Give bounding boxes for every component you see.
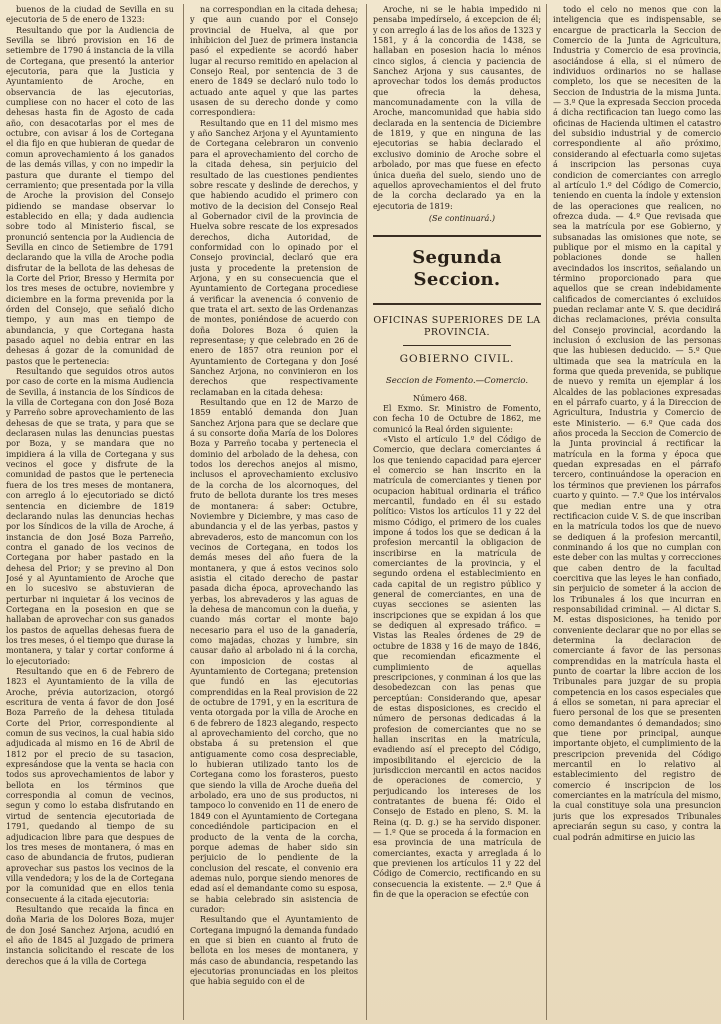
paragraph: Resultando que en 11 del mismo mes y año Sanchez Arjona y el Ayuntamiento de Cortegana celebraron un convenio para el aprovechamiento del corcho de la citada dehesa, sin perjuicio del resultado de las cuestiones pendientes sobre rescate y deslinde de derechos, y que habiendo acudido el primero con motivo de la decision del Consejo Real al Gobernador civil de la provincia de Huelva sobre rescate de los expresados derechos, dicha Autoridad, de conformidad con lo opinado por el Consejo provincial, declaró que era justa y procedente la pretension de Arjona, y en su consecuencia que el Ayuntamiento de Cortegana procediese á verificar la avenencia ó convenio de que trata el art. sexto de las Ordenanzas de montes, poniéndose de acuerdo con doña Dolores Boza ó quien la representase; y que celebrado en 26 de enero de 1857 otra reunion por el Ayuntamiento de Cortegana y don José Sanchez Arjona, no convinieron en los derechos que respectivamente reclamaban en la citada dehesa: (190, 117, 358, 397)
column-divider (546, 4, 547, 1020)
paragraph: Resultando que en 12 de Marzo de 1859 entabló demanda don Juan Sanchez Arjona para que se declare que á su consorte doña María de los Dolores Boza y Parreño tocaba y pertenecia el dominio del arbolado de la dehesa, con todos los derechos anejos al mismo, inclusos el aprovechamiento exclusivo de la corcha de los alcornoques, del fruto de bellota durante los tres meses de montanera: á saber: Octubre, Noviembre y Diciembre, y mas caso de abundancia y el de las yerbas, pastos y abrevaderos, esto de mancomun con los vecinos de Cortegana, en todos los demás meses del año fuera de la montanera, y que á estos vecinos solo asistia el citado derecho de pastar pasada dicha época, aprovechando las yerbas, los abrevaderos y las aguas de la dehesa de mancomun con la dueña, y cuando más cortar el monte bajo necesario para el uso de la ganadería, como majadas, chozas y lumbre, sin causar daño al arbolado ni á la corcha, con imposicion de costas al Ayuntamiento de Cortegana; pretension que fundó en las ejecutorias comprendidas en la Real provision de 22 de octubre de 1791, y en la escritura de venta otorgada por la villa de Aroche en 6 de febrero de 1823 alegando, respecto al aprovechamiento del corcho, que no obstaba á su pretension el que antiguamente como cosa despreciable, lo hubieran utilizado tanto los de Cortegana como los forasteros, puesto que siendo la villa de Aroche dueña del arbolado, era uno de sus productos, ni tampoco lo convenido en 11 de enero de 1849 con el Ayuntamiento de Cortegana concediéndole participacion en el producto de la venta de la corcha, porque ademas de haber sido sin perjuicio de lo pendiente de la conclusion del rescate, el convenio era ademas nulo, porque siendo menores de edad así el demandante como su esposa, se habia celebrado sin asistencia de curador: (190, 397, 358, 914)
section-title: Segunda Seccion. (412, 247, 502, 291)
paragraph: «Visto el artículo 1.º del Código de Comercio, que declara comerciantes á los que teniendo capacidad para ejercer el comercio se han inscrito en la matrícula de comerciantes y tienen por ocupacion habitual ordinaria el tráfico mercantil, fundado en él su estado político: Vistos los artículos 11 y 22 del mismo Código, el primero de los cuales impone á todos los que se dedican á la profesion mercantil la obligacion de inscribirse en la matrícula de comerciantes de la provincia, y el segundo ordena el establecimiento en cada capital de un registro público y general de comerciantes, en una de cuyas secciones se asienten las inscripciones que se expidan á los que se dediquen al expresado tráfico. = Vistas las Reales órdenes de 29 de octubre de 1838 y 16 de mayo de 1846, que recomiendan eficazmente el cumplimiento de aquellas prescripciones, y conminan á los que las desobedezcan con las penas que perceptúan: Considerando que, apesar de estas disposiciones, es crecido el número de personas dedicadas á la profesion de comerciantes que no se hallan inscritas en la matrícula, evadiendo así el precepto del Código, imposibilitando el ejercicio de la jurisdiccion mercantil en actos nacidos de operaciones de comercio, y perjudicando los intereses de los contratantes de buena fé: Oido el Consejo de Estado en pleno, S. M. la Reina (q. D. g.) se ha servido disponer. — 1.º Que se proceda á la formacion en esa provincia de una matrícula de comerciantes, exacta y arreglada á lo que previenen los artículos 11 y 22 del Código de Comercio, rectificando en su consecuencia la existente. — 2.º Que á fin de que la operacion se efectúe con (373, 433, 541, 900)
column-divider (366, 4, 367, 1020)
paragraph: Resultando que seguidos otros autos por caso de corte en la misma Audiencia de Sevilla, á instancia de los Síndicos de la villa de Cortegana con don José Boza y Parreño sobre aprovechamiento de las dehesas de que se trata, y para que se declarasen nulas las denuncias puestas por Boza, y se mandara que no impidiera á la villa de Cortegana y sus vecinos el goce y disfrute de la comunidad de pastos que le pertenecia fuera de los tres meses de montanera, con arreglo á lo ejecutoriado se dictó sentencia en diciembre de 1819 declarando nulas las denuncias hechas por los Síndicos de la villa de Aroche, á instancia de don José Boza Parreño, contra el ganado de los vecinos de Cortegana por haber pastado en la dehesa del Prior; y se previno al Don José y al Ayuntamiento de Aroche que en lo sucesivo se abstuvieran de perturbar ni inquietar á los vecinos de Cortegana en la posesion en que se hallaban de aprovechar con sus ganados los pastos de aquellas dehesas fuera de los tres meses, ó el tiempo que durase la montanera, y talar y cortar conforme á lo ejecutoriado: (6, 366, 174, 666)
paragraph: Resultando que en 6 de Febrero de 1823 el Ayuntamiento de la villa de Aroche, prévia autorizacion, otorgó escritura de venta á favor de don José Boza Parreño de la dehesa titulada Corte del Prior, correspondiente al comun de sus vecinos, la cual habia sido adjudicada al mismo en 16 de Abril de 1812 por el precio de su tasacion, expresándose que la venta se hacia con todos sus aprovechamientos de labor y bellota en los términos que correspondia al comun de vecinos, segun y como lo estaba disfrutando en virtud de sentencia ejecutoriada de 1791, quedando al tiempo de su adjudicacion libre para que despues de los tres meses de montanera, ó mas en caso de abundancia de frutos, pudieran aprovechar sus pastos los vecinos de la villa vendedora; y los de la de Cortegana por la comunidad que en ellos tenia consecuente á la citada ejecutoria: (6, 666, 174, 904)
paragraph: Resultando que recaida la finca en doña Maria de los Dolores Boza, mujer de don José Sanchez Arjona, acudió en el año de 1845 al Juzgado de primera instancia solicitando el rescate de los derechos que á la villa de Cortega (6, 903, 174, 966)
department-heading: Seccion de Fomento.—Comercio. (385, 376, 529, 387)
column-divider (183, 4, 184, 1020)
paragraph: todo el celo no menos que con la inteligencia que es indispensable, se encargue de practicarla la Seccion de Comercio de la Junta de Agricultura, Industria y Comercio de esa provincia, asociándose á ella, si el número de individuos ordinarios no se hallase completo, los que se necesiten de la Seccion de Industria de la misma Junta. — 3.º Que la expresada Seccion proceda á dicha rectificacion tan luego como las oficinas de Hacienda ultimen el catastro del subsidio industrial y de comercio correspondiente al año próximo, considerando al efectuarla como sujetas á inscripcion las personas cuya condicion de comerciantes con arreglo al artículo 1.º del Código de Comercio, teniendo en cuenta la índole y extension de las operaciones que realicen, no ofrezca duda. — 4.º Que revisada que sea la matrícula por ese Gobierno, y subsanadas las omisiones que note, se publique por el mismo en la capital y poblaciones donde se hallen avecindados los inscritos, señalando un término proporcionado para que aquellos que se crean indebidamente calificados de comerciantes ó excluidos puedan reclamar ante V. S. que decidirá dichas reclamaciones, prévia consulta del Consejo provincial, acordando la inclusion ó exclusion de las personas que las hubiesen deducido. — 5.º Que ultimada que sea la matrícula en la forma que queda prevenida, se publique de nuevo y remita un ejemplar á los Alcaldes de las poblaciones expresadas en el párrafo cuarto, y á la Direccion de Agricultura, Industria y Comercio de este Ministerio. — 6.º Que cada dos años proceda la Seccion de Comercio de la Junta provincial á rectificar la matrícula en la forma y época que quedan expresadas en el párrafo tercero, continuándose la operacion en los términos que previenen los párrafos cuarto y quinto. — 7.º Que los intérvalos que median entre una y otra rectificacion cuide V. S. de que inscriban en la matrícula todos los que de nuevo se dediquen á la profesion mercantil, conminando á los que no cumplan con este deber con las multas y correcciones que caben dentro de la facultad coercitiva que las leyes le han confiado, sin perjuicio de someter á la accion de los Tribunales á los que incurran en responsabilidad criminal. — Al dictar S. M. estas disposiciones, ha tenido por conveniente declarar que no por ellas se determina la declaracion de comerciante á favor de las personas comprendidas en la matrícula hasta el punto de coartar la libre accion de los Tribunales para juzgar de su propia competencia en los casos especiales que á ellos se sometan, ni para apreciar el fuero personal de los que se presenten como demandantes ó demandados; sino que tiene por principal, aunque importante objeto, el cumplimiento de la prescripcion prevenida del Código mercantil en lo relativo al establecimiento del registro de comercio é inscripcion de los comerciantes en la matrícula del mismo, la cual constituye sola una presuncion juris que los expresados Tribunales apreciarán segun su caso, y contra la cual podrán admitirse en juicio las (553, 4, 721, 842)
decree-number: Número 468. (413, 392, 468, 403)
column-4 (553, 4, 721, 1020)
heading-rule (403, 345, 511, 346)
column-2 (190, 4, 358, 1020)
government-heading: GOBIERNO CIVIL. (399, 353, 515, 366)
column-1 (6, 4, 174, 1020)
office-heading: OFICINAS SUPERIORES DE LA PROVINCIA. (373, 315, 541, 339)
paragraph: na correspondian en la citada dehesa; y que aun cuando por el Consejo provincial de Huelva, al que por inhibicion del Juez de primera instancia pasó el expediente se acordó haber lugar al recurso remitido en apelacion al Consejo Real, por sentencia de 3 de enero de 1849 se declaró nulo todo lo actuado ante aquel y que las partes usasen de su derecho donde y como correspondiera: (190, 4, 358, 118)
paragraph: Resultando que el Ayuntamiento de Cortegana impugnó la demanda fundado en que si bien en cuanto al fruto de bellota en los meses de montanera, y más caso de abundancia, respetando las ejecutorias pronunciadas en los pleitos que habia seguido con el de (190, 914, 358, 987)
continuation-note: (Se continuará.) (428, 212, 496, 223)
paragraph: Resultando que por la Audiencia de Sevilla se libró provision en 16 de setiembre de 1790 á instancia de la villa de Cortegana, que presentó la anterior ejecutoria, para que la Justicia y Ayuntamiento de Aroche, en observancia de las ejecutorias, cumpliese con no hacer el coto de las dehesas hasta fin de Agosto de cada año, con desacotarlas por el mes de octubre, con avisar á los de Cortegana el dia fijo en que hubieran de quedar de comun aprovechamiento á los ganados de las demás villas, y con no impedir la pastura que durante el tiempo del cerramiento; que presentada por la villa de Aroche la provision del Consejo pidiendo se mandase observar lo establecido en ella; y dada audiencia sobre todo al Ministerio fiscal, se pronunció sentencia por la Audiencia de Sevilla en cinco de Setiembre de 1791 declarando que la villa de Aroche podia disfrutar de la bellota de las dehesas de la Corte del Prior, Bresso y Hermita por los tres meses de octubre, noviembre y diciembre en la forma prevenida por la órden del Consejo, que señaló dicho tiempo, y aun mas en tiempo de abundancia, y que Cortegana hasta pasado aquel no debia entrar en las dehesas á gozar de la comunidad de pastos que le pertenecia: (6, 24, 174, 366)
paragraph: Aroche, ni se le habia impedido ni pensaba impedírselo, á excepcion de él; y con arreglo á las de los años de 1323 y 1581, y á la concordia de 1438, se hallaban en posesion hacia lo ménos cinco siglos, á ciencia y paciencia de Sanchez Arjona y sus causantes, de aprovechar todos los demás productos que ofrecia la dehesa, mancomunadamente con la villa de Aroche, mancomunidad que habia sido declarada en la sentencia de Diciembre de 1819, y que en ninguna de las ejecutorias se habia declarado el exclusivo dominio de Aroche sobre el arbolado, por mas que fuese en efecto única dueña del suelo, siendo uno de aquellos aprovechamientos el del fruto de la corcha declarado ya en la ejecutoria de 1819: (373, 4, 541, 211)
paragraph: El Exmo. Sr. Ministro de Fomento, con fecha 10 de Octubre de 1862, me comunicó la Real órden siguiente: (373, 402, 541, 434)
section-rule (373, 235, 541, 237)
column-3 (373, 4, 541, 1020)
section-rule (373, 303, 541, 305)
paragraph: buenos de la ciudad de Sevilla en su ejecutoria de 5 de enero de 1323: (6, 4, 174, 25)
